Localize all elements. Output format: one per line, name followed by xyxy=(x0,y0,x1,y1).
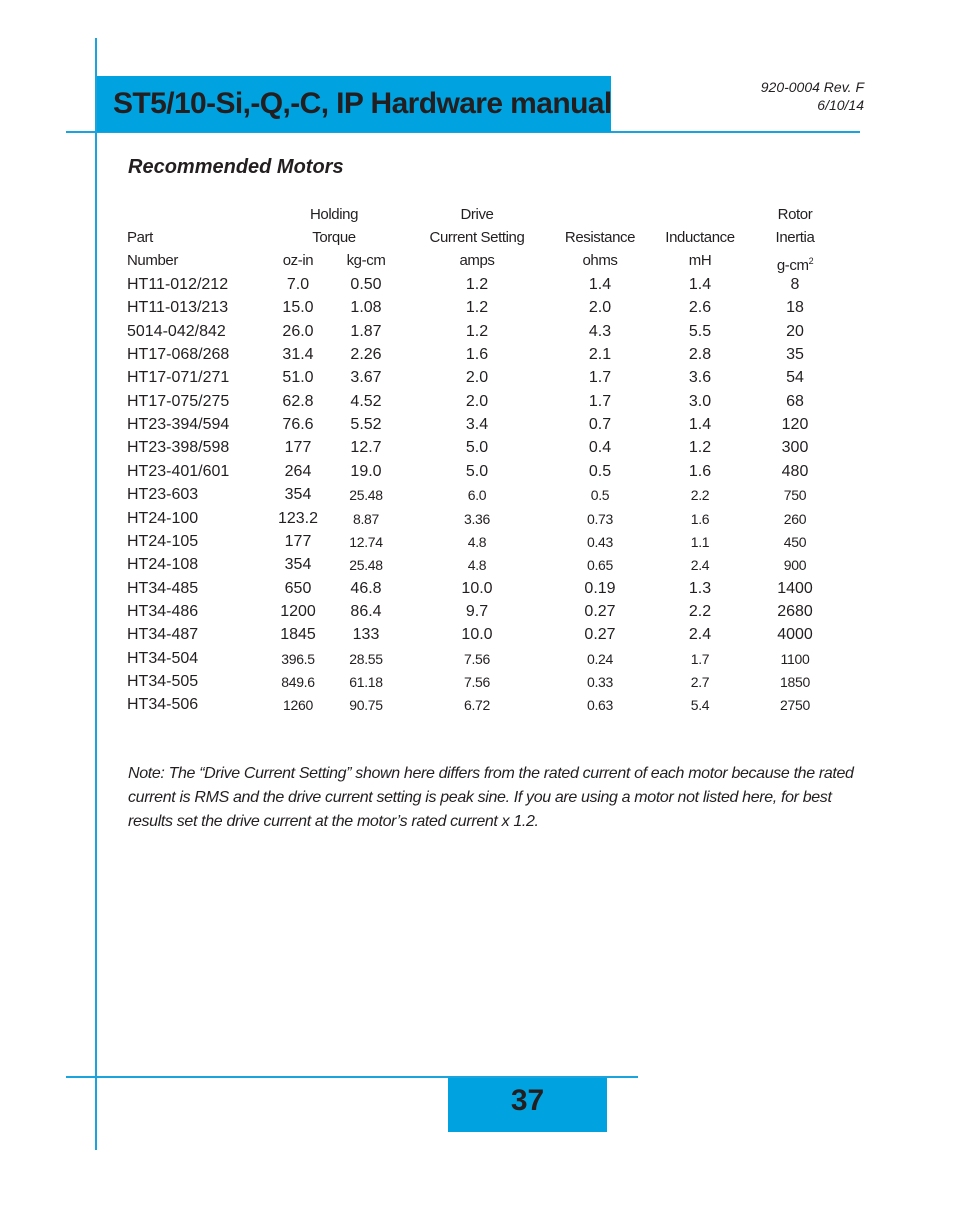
cell-part: HT34-487 xyxy=(127,626,199,644)
left-margin-rule xyxy=(95,38,97,1150)
header-drive-2: Current Setting xyxy=(429,229,525,246)
cell-ohms: 0.4 xyxy=(588,439,612,457)
cell-amps: 4.8 xyxy=(467,557,487,574)
cell-amps: 10.0 xyxy=(461,579,493,597)
cell-oz-in: 396.5 xyxy=(281,650,315,667)
section-title: Recommended Motors xyxy=(128,156,344,178)
document-date: 6/10/14 xyxy=(817,97,864,113)
header-ohms: ohms xyxy=(582,252,618,269)
cell-amps: 9.7 xyxy=(465,602,489,620)
cell-oz-in: 849.6 xyxy=(281,673,315,690)
cell-amps: 5.0 xyxy=(465,439,489,457)
cell-kg-cm: 19.0 xyxy=(350,462,382,480)
cell-ohms: 1.4 xyxy=(588,276,612,293)
header-part-1: Part xyxy=(127,229,153,246)
cell-kg-cm: 12.74 xyxy=(349,533,383,550)
cell-amps: 3.4 xyxy=(465,416,489,434)
cell-ohms: 0.7 xyxy=(588,416,612,434)
header-drive-1: Drive xyxy=(460,206,494,223)
cell-inertia: 450 xyxy=(783,533,807,550)
cell-kg-cm: 5.52 xyxy=(350,416,382,434)
cell-ohms: 0.65 xyxy=(586,557,614,574)
cell-ohms: 1.7 xyxy=(588,392,612,410)
cell-kg-cm: 1.08 xyxy=(350,299,382,317)
cell-part: HT11-012/212 xyxy=(127,276,229,293)
cell-part: HT11-013/213 xyxy=(127,299,229,317)
cell-part: HT34-506 xyxy=(127,696,199,714)
cell-amps: 6.72 xyxy=(463,697,491,714)
cell-amps: 5.0 xyxy=(465,462,489,480)
cell-mh: 2.8 xyxy=(688,346,712,364)
cell-inertia: 260 xyxy=(783,510,807,527)
cell-ohms: 0.63 xyxy=(586,697,614,714)
cell-kg-cm: 90.75 xyxy=(349,697,383,714)
cell-oz-in: 62.8 xyxy=(282,392,314,410)
cell-inertia: 1400 xyxy=(777,579,813,597)
cell-part: HT24-100 xyxy=(127,509,199,527)
cell-inertia: 900 xyxy=(783,557,807,574)
cell-kg-cm: 28.55 xyxy=(349,650,383,667)
cell-part: HT23-603 xyxy=(127,486,199,504)
cell-ohms: 0.5 xyxy=(588,462,612,480)
cell-mh: 1.6 xyxy=(688,462,712,480)
page-number: 37 xyxy=(448,1078,607,1132)
drive-current-note: Note: The “Drive Current Setting” shown here differs from the rated current of each motor because the rated current is RMS and the drive current setting is peak sine. If you are using a motor not listed here, for best results set the drive current at the motor’s rated current x 1.2. xyxy=(128,765,854,830)
cell-mh: 1.2 xyxy=(688,439,712,457)
cell-oz-in: 1845 xyxy=(280,626,316,644)
cell-amps: 10.0 xyxy=(461,626,493,644)
cell-inertia: 750 xyxy=(783,487,807,504)
cell-inertia: 1850 xyxy=(780,673,810,690)
cell-ohms: 1.7 xyxy=(588,369,612,387)
cell-kg-cm: 8.87 xyxy=(352,510,380,527)
cell-inertia: 2680 xyxy=(777,602,813,620)
cell-oz-in: 650 xyxy=(284,579,312,597)
cell-oz-in: 51.0 xyxy=(282,369,314,387)
cell-part: HT23-398/598 xyxy=(127,439,230,457)
cell-ohms: 0.33 xyxy=(586,673,614,690)
cell-mh: 2.6 xyxy=(688,299,712,317)
cell-kg-cm: 2.26 xyxy=(350,346,382,364)
cell-mh: 5.4 xyxy=(690,697,710,714)
cell-amps: 6.0 xyxy=(467,487,487,504)
cell-kg-cm: 0.50 xyxy=(350,276,382,293)
cell-part: HT17-071/271 xyxy=(127,369,230,387)
cell-ohms: 0.19 xyxy=(584,579,616,597)
cell-amps: 3.36 xyxy=(463,510,491,527)
cell-amps: 1.2 xyxy=(465,276,489,293)
cell-oz-in: 354 xyxy=(284,486,312,504)
cell-part: HT34-505 xyxy=(127,672,199,690)
cell-part: HT34-504 xyxy=(127,649,199,667)
cell-amps: 4.8 xyxy=(467,533,487,550)
cell-inertia: 480 xyxy=(781,462,809,480)
header-amps: amps xyxy=(459,252,495,269)
header-rotor-1: Rotor xyxy=(777,206,813,223)
cell-inertia: 8 xyxy=(790,276,800,293)
cell-mh: 1.7 xyxy=(690,650,710,667)
cell-kg-cm: 133 xyxy=(352,626,380,644)
cell-part: HT17-068/268 xyxy=(127,346,230,364)
cell-inertia: 18 xyxy=(786,299,804,317)
cell-kg-cm: 61.18 xyxy=(349,673,383,690)
cell-oz-in: 264 xyxy=(284,462,312,480)
cell-kg-cm: 86.4 xyxy=(350,602,382,620)
cell-ohms: 0.73 xyxy=(586,510,614,527)
cell-mh: 1.6 xyxy=(690,510,710,527)
cell-mh: 3.6 xyxy=(688,369,712,387)
cell-oz-in: 123.2 xyxy=(277,509,319,527)
header-inductance: Inductance xyxy=(665,229,735,246)
cell-inertia: 2750 xyxy=(780,697,810,714)
cell-kg-cm: 3.67 xyxy=(350,369,382,387)
cell-oz-in: 1260 xyxy=(283,697,313,714)
header-holding-1: Holding xyxy=(309,206,359,223)
cell-oz-in: 177 xyxy=(284,439,312,457)
cell-kg-cm: 4.52 xyxy=(350,392,382,410)
cell-inertia: 20 xyxy=(786,322,804,340)
cell-mh: 2.2 xyxy=(688,602,712,620)
header-resistance: Resistance xyxy=(564,229,636,246)
cell-mh: 2.4 xyxy=(688,626,712,644)
header-rotor-2: Inertia xyxy=(775,229,815,246)
cell-oz-in: 7.0 xyxy=(286,276,310,293)
cell-oz-in: 1200 xyxy=(280,602,316,620)
cell-kg-cm: 46.8 xyxy=(350,579,382,597)
cell-inertia: 120 xyxy=(781,416,809,434)
cell-mh: 1.4 xyxy=(688,276,712,293)
header-g-cm: g-cm xyxy=(776,257,809,274)
cell-ohms: 4.3 xyxy=(588,322,612,340)
cell-oz-in: 354 xyxy=(284,556,312,574)
cell-oz-in: 177 xyxy=(284,532,312,550)
cell-mh: 1.1 xyxy=(690,533,710,550)
cell-inertia: 300 xyxy=(781,439,809,457)
header-g-cm2 xyxy=(760,250,830,277)
header-mh: mH xyxy=(688,252,712,269)
cell-mh: 1.4 xyxy=(688,416,712,434)
cell-inertia: 1100 xyxy=(780,650,810,667)
cell-inertia: 35 xyxy=(786,346,804,364)
cell-amps: 2.0 xyxy=(465,369,489,387)
cell-amps: 1.6 xyxy=(465,346,489,364)
cell-mh: 2.7 xyxy=(690,673,710,690)
header-g-cm-exponent: 2 xyxy=(808,256,814,266)
cell-amps: 7.56 xyxy=(463,673,491,690)
cell-kg-cm: 1.87 xyxy=(350,322,382,340)
cell-oz-in: 76.6 xyxy=(282,416,314,434)
cell-mh: 1.3 xyxy=(688,579,712,597)
cell-ohms: 0.24 xyxy=(586,650,614,667)
cell-kg-cm: 25.48 xyxy=(349,487,383,504)
header-holding-2: Torque xyxy=(312,229,356,246)
cell-amps: 7.56 xyxy=(463,650,491,667)
header-oz-in: oz-in xyxy=(282,252,314,269)
cell-inertia: 54 xyxy=(786,369,804,387)
manual-title: ST5/10-Si,-Q,-C, IP Hardware manual xyxy=(97,76,611,132)
cell-part: HT34-485 xyxy=(127,579,199,597)
cell-ohms: 2.0 xyxy=(588,299,612,317)
cell-kg-cm: 12.7 xyxy=(350,439,382,457)
cell-oz-in: 15.0 xyxy=(282,299,314,317)
cell-oz-in: 26.0 xyxy=(282,322,314,340)
cell-part: HT17-075/275 xyxy=(127,392,230,410)
cell-ohms: 0.43 xyxy=(586,533,614,550)
cell-inertia: 4000 xyxy=(777,626,813,644)
cell-amps: 1.2 xyxy=(465,322,489,340)
cell-kg-cm: 25.48 xyxy=(349,557,383,574)
cell-inertia: 68 xyxy=(786,392,804,410)
cell-amps: 1.2 xyxy=(465,299,489,317)
cell-oz-in: 31.4 xyxy=(282,346,314,364)
cell-part: HT23-401/601 xyxy=(127,462,230,480)
document-number-block xyxy=(761,78,864,114)
header-kg-cm: kg-cm xyxy=(346,252,386,269)
cell-mh: 2.4 xyxy=(690,557,710,574)
cell-part: 5014-042/842 xyxy=(127,322,226,340)
cell-part: HT34-486 xyxy=(127,602,199,620)
cell-part: HT24-108 xyxy=(127,556,199,574)
cell-ohms: 0.27 xyxy=(584,626,616,644)
document-number: 920-0004 Rev. F xyxy=(760,79,864,95)
cell-part: HT23-394/594 xyxy=(127,416,230,434)
cell-mh: 5.5 xyxy=(688,322,712,340)
cell-part: HT24-105 xyxy=(127,532,199,550)
cell-ohms: 0.5 xyxy=(590,487,610,504)
header-part-2: Number xyxy=(127,252,178,269)
cell-mh: 3.0 xyxy=(688,392,712,410)
cell-ohms: 2.1 xyxy=(588,346,612,364)
cell-ohms: 0.27 xyxy=(584,602,616,620)
cell-amps: 2.0 xyxy=(465,392,489,410)
cell-mh: 2.2 xyxy=(690,487,710,504)
